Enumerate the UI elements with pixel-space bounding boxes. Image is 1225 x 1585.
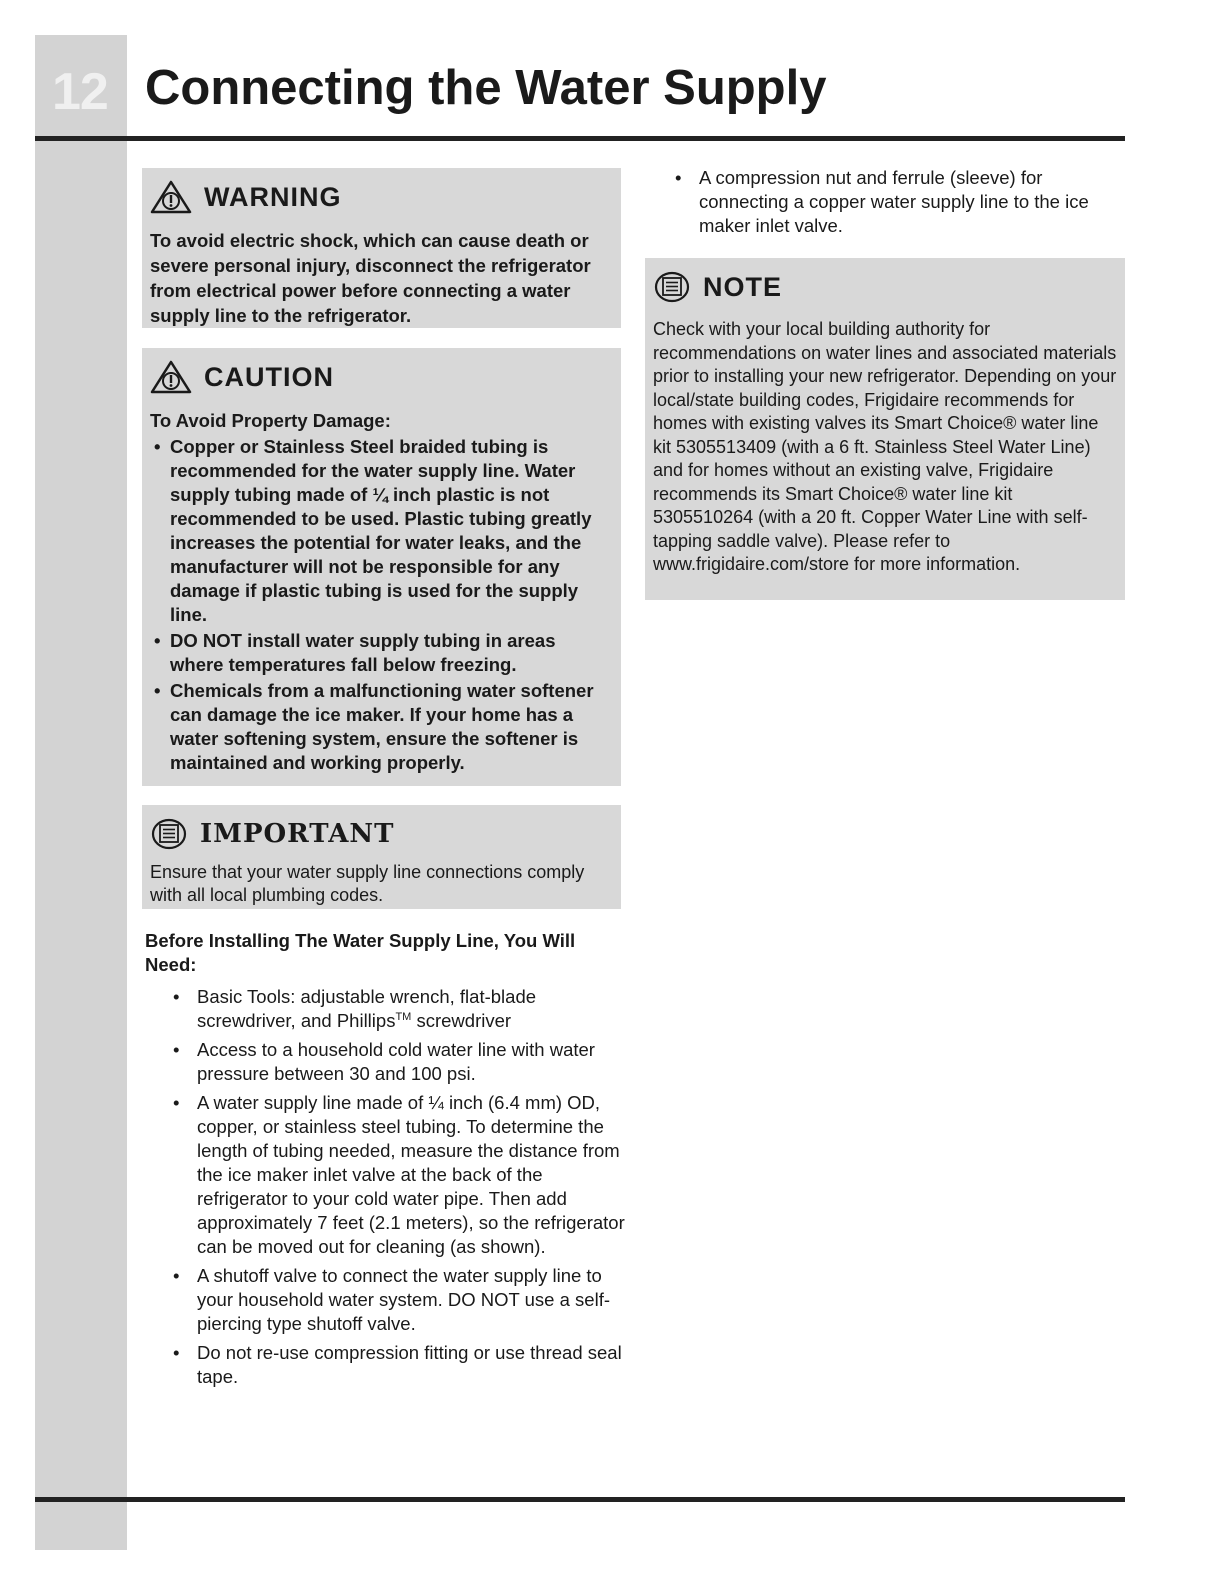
caution-list [150, 435, 613, 775]
important-heading: IMPORTANT [200, 819, 395, 849]
requirements-list [170, 985, 625, 1394]
list-item: • Access to a household cold water line with water pressure between 30 and 100 psi. [170, 1038, 625, 1086]
list-item-text: Basic Tools: adjustable wrench, flat-blade screwdriver, and Phillips [197, 986, 537, 1031]
page-number: 12 [52, 63, 108, 121]
caution-box [142, 348, 621, 786]
caution-heading: CAUTION [204, 361, 334, 392]
header-rule [35, 136, 1125, 141]
list-item: • Copper or Stainless Steel braided tubing is recommended for the water supply line. Water supply tubing made of ¼ inch plastic is not recommended to be used. Plastic tubing greatly increases the potential for water leaks, and the manufacturer will not be responsible for any damage if plastic tubing is used for the supply line. [150, 435, 613, 627]
trademark-mark: TM [395, 1010, 412, 1023]
important-header [150, 817, 613, 851]
caution-header [150, 360, 613, 394]
side-band [35, 35, 127, 1550]
warning-text: To avoid electric shock, which can cause death or severe personal injury, disconnect the refrigerator from electrical power before connecting a water supply line to the refrigerator. [150, 230, 591, 326]
important-text: Ensure that your water supply line connections comply with all local plumbing codes. [150, 862, 585, 905]
note-text: Check with your local building authority for recommendations on water lines and associated materials prior to installing your new refrigerator. Depending on your local/state building codes, Frigidaire recommends for homes with existing valves its Smart Choice® water line kit 5305513409 (with a 6 ft. Stainless Steel Water Line) and for homes without an existing valve, Frigidaire recommends its Smart Choice® water line kit 5305510264 (with a 20 ft. Copper Water Line with self-tapping saddle valve). Please refer to www.frigidaire.com/store for more information. [653, 319, 1117, 574]
note-icon [150, 817, 188, 851]
note-header [653, 270, 1117, 304]
list-item: • Chemicals from a malfunctioning water softener can damage the ice maker. If your home has a water softening system, ensure the softener is maintained and working properly. [150, 679, 613, 775]
list-item [170, 985, 625, 1033]
list-item: • A water supply line made of ¼ inch (6.4 mm) OD, copper, or stainless steel tubing. To determine the length of tubing needed, measure the distance from the ice maker inlet valve at the back of the refrigerator to your cold water pipe. Then add approximately 7 feet (2.1 meters), so the refrigerator can be moved out for cleaning (as shown). [170, 1091, 625, 1259]
footer-rule [35, 1497, 1125, 1502]
note-box [645, 258, 1125, 600]
requirements-list-continued [672, 166, 1117, 243]
warning-triangle-icon [150, 360, 192, 394]
list-item: • A compression nut and ferrule (sleeve) for connecting a copper water supply line to the ice maker inlet valve. [672, 166, 1117, 238]
warning-heading: WARNING [204, 181, 342, 212]
caution-subheading: To Avoid Property Damage: [150, 410, 391, 431]
list-item: • A shutoff valve to connect the water supply line to your household water system. DO NOT use a self-piercing type shutoff valve. [170, 1264, 625, 1336]
list-item: • DO NOT install water supply tubing in areas where temperatures fall below freezing. [150, 629, 613, 677]
note-icon [653, 270, 691, 304]
requirements-heading: Before Installing The Water Supply Line, You Will Need: [145, 930, 576, 975]
list-item: • Do not re-use compression fitting or use thread seal tape. [170, 1341, 625, 1389]
important-box [142, 805, 621, 909]
note-heading: NOTE [703, 271, 783, 302]
warning-box [142, 168, 621, 328]
list-item-text: screwdriver [411, 1010, 512, 1031]
page-title: Connecting the Water Supply [145, 61, 827, 115]
warning-triangle-icon [150, 180, 192, 214]
warning-header [150, 180, 613, 214]
